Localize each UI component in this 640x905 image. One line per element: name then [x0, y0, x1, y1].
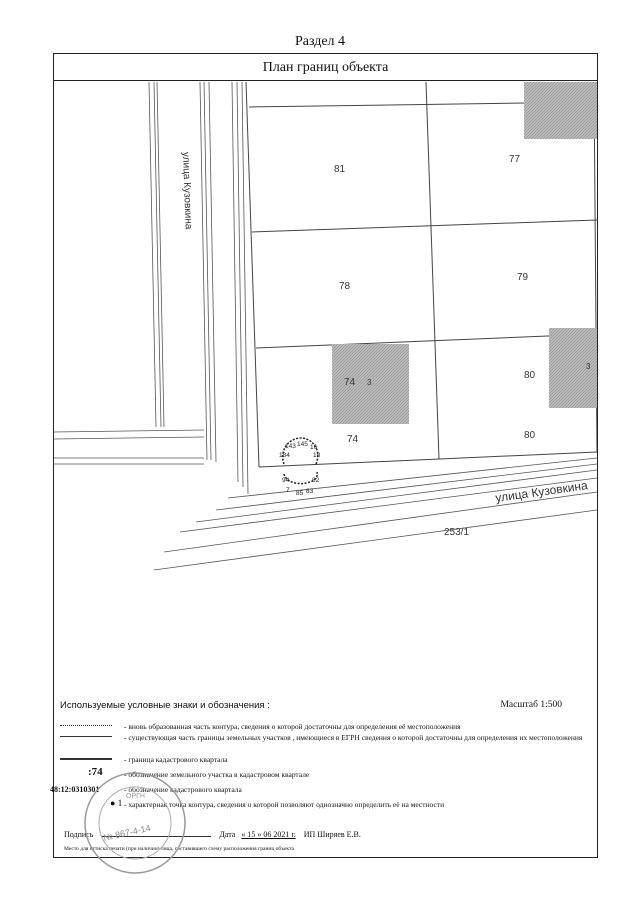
svg-text:143: 143	[285, 443, 296, 450]
svg-text:145: 145	[297, 441, 308, 448]
date-value: « 15 » 06 2021 г.	[241, 830, 296, 839]
parcel-label-78: 78	[339, 281, 351, 292]
plan-drawing	[54, 82, 597, 687]
date-label: Дата	[219, 830, 236, 839]
boundary-plan-map	[54, 82, 597, 687]
parcel-label-80b: 80	[524, 430, 536, 441]
stamp-number: № 867-4-14	[102, 822, 152, 843]
signer-name: ИП Ширяев Е.В.	[303, 830, 361, 839]
quarter-boundary-symbol	[60, 758, 112, 760]
point-symbol: ● 1	[110, 798, 123, 808]
hatched-area	[524, 82, 597, 139]
stamp-place-note: Место для оттиска печати (при наличии) лица, составившего схему расположения границ объекта	[64, 846, 294, 852]
parcel-label-80: 80	[524, 370, 536, 381]
parcel-symbol: :74	[88, 766, 103, 778]
svg-text:85: 85	[296, 490, 304, 497]
stamp-text: ОРГН	[126, 793, 145, 800]
quarter-symbol: 48:12:0310301	[50, 785, 100, 794]
scale-label: Масштаб 1:500	[500, 700, 562, 710]
parcel-label-253-1: 253/1	[444, 527, 470, 538]
street-horizontal-label: улица Кузовкина	[494, 478, 589, 505]
dotted-line-symbol	[60, 725, 112, 726]
parcel-label-79: 79	[517, 272, 529, 283]
parcel-label-edge: 3	[586, 362, 591, 371]
solid-line-symbol	[60, 736, 112, 737]
svg-text:184: 184	[279, 452, 290, 459]
section-title: Раздел 4	[294, 34, 346, 49]
parcel-label-81: 81	[334, 164, 346, 175]
round-stamp	[80, 768, 190, 878]
street-vertical-label: улица Кузовкина	[180, 151, 194, 230]
svg-text:94: 94	[282, 477, 290, 484]
svg-text:18: 18	[313, 452, 321, 459]
signature-label: Подпись	[64, 830, 94, 839]
svg-text:16: 16	[310, 444, 318, 451]
svg-text:83: 83	[306, 488, 314, 495]
svg-text:7: 7	[286, 487, 290, 494]
parcel-label-74b: 74	[347, 434, 359, 445]
parcel-label-74: 74	[344, 377, 356, 388]
plan-title: План границ объекта	[53, 57, 598, 81]
parcel-grid	[246, 82, 597, 467]
svg-text:82: 82	[312, 477, 320, 484]
parcel-label-77: 77	[509, 154, 521, 165]
parcel-label-small: 3	[367, 378, 372, 387]
legend-title: Используемые условные знаки и обозначения :	[60, 700, 270, 711]
